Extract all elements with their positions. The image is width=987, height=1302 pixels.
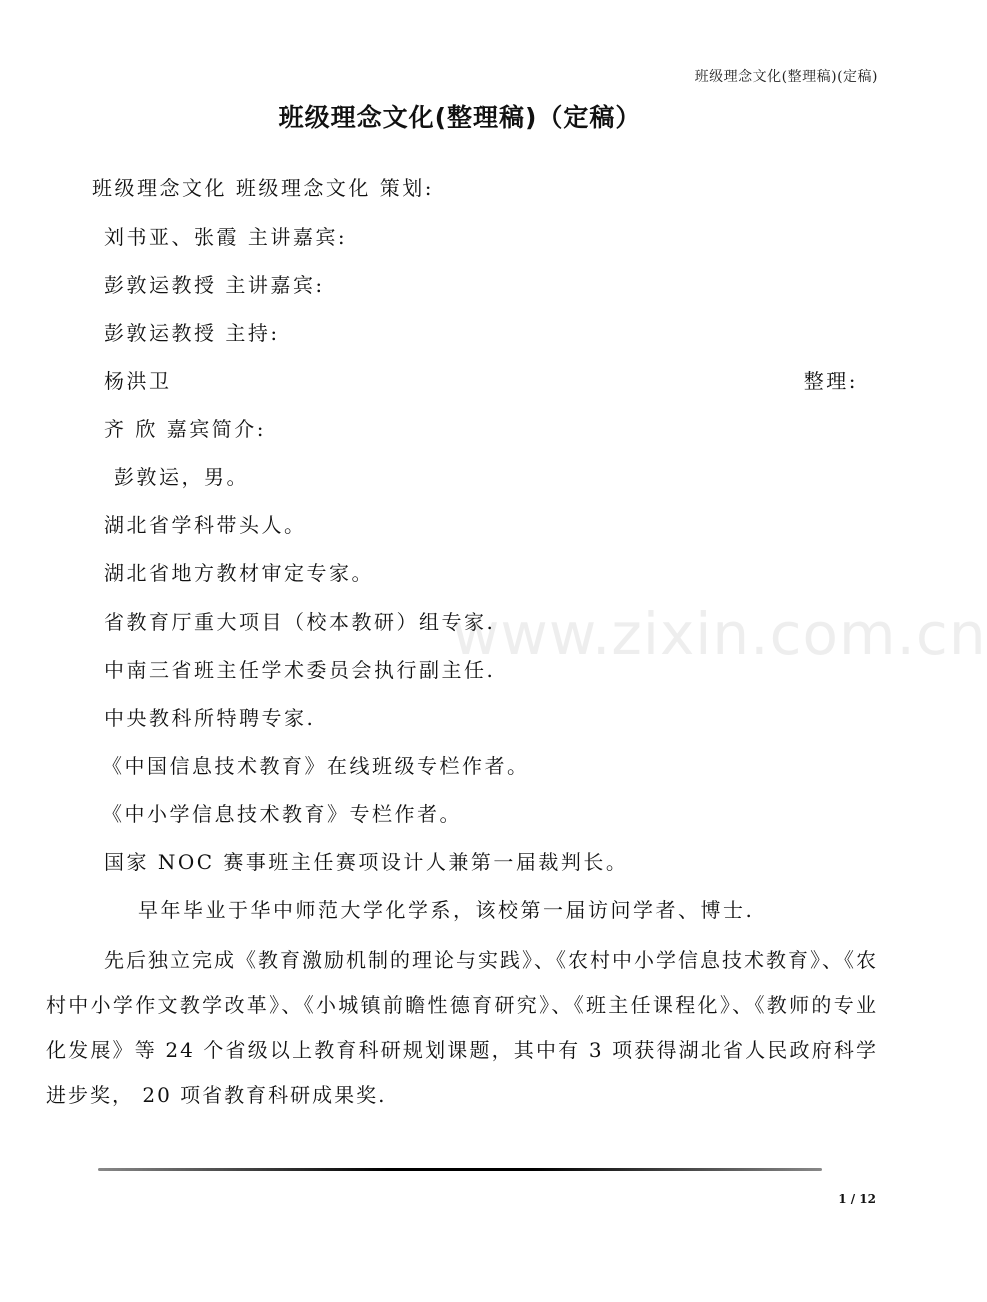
host-name: 杨洪卫 bbox=[104, 369, 172, 393]
planning-line: 班级理念文化 班级理念文化 策划: bbox=[92, 176, 434, 200]
watermark: www.zixin.com.cn bbox=[452, 600, 987, 668]
bio-line-4: 省教育厅重大项目（校本教研）组专家. bbox=[104, 610, 496, 634]
footer-rule bbox=[98, 1168, 822, 1171]
page-number: 1 / 12 bbox=[838, 1192, 876, 1206]
speakers-line-2: 彭敦运教授 主讲嘉宾: bbox=[104, 273, 325, 297]
bio-line-10: 早年毕业于华中师范大学化学系，该校第一届访问学者、博士. bbox=[138, 898, 755, 922]
bio-line-2: 湖北省学科带头人。 bbox=[104, 513, 307, 537]
research-paragraph: 先后独立完成《教育激励机制的理论与实践》、《农村中小学信息技术教育》、《农村中小学作文教学改革》、《小城镇前瞻性德育研究》、《班主任课程化》、《教师的专业化发展》等 24 个省级以上教育科研规划课题，其中有 3 项获得湖北省人民政府科学进步奖， 20 项省教育科研成果奖. bbox=[46, 948, 878, 1107]
running-header: 班级理念文化(整理稿)(定稿) bbox=[694, 69, 878, 85]
bio-line-6: 中央教科所特聘专家. bbox=[104, 706, 316, 730]
bio-line-9: 国家 NOC 赛事班主任赛项设计人兼第一届裁判长。 bbox=[104, 850, 629, 874]
bio-line-1: 彭敦运，男。 bbox=[114, 465, 249, 489]
bio-line-8: 《中小学信息技术教育》专栏作者。 bbox=[102, 802, 462, 826]
bio-line-7: 《中国信息技术教育》在线班级专栏作者。 bbox=[102, 754, 530, 778]
editor-label: 整理: bbox=[803, 369, 858, 393]
editor-line: 齐 欣 嘉宾简介: bbox=[104, 417, 266, 441]
bio-line-3: 湖北省地方教材审定专家。 bbox=[104, 561, 374, 585]
speakers-line-1: 刘书亚、张霞 主讲嘉宾: bbox=[104, 225, 348, 249]
bio-line-5: 中南三省班主任学术委员会执行副主任. bbox=[104, 658, 496, 682]
host-line: 彭敦运教授 主持: bbox=[104, 321, 280, 345]
document-title: 班级理念文化(整理稿)（定稿） bbox=[278, 103, 642, 132]
